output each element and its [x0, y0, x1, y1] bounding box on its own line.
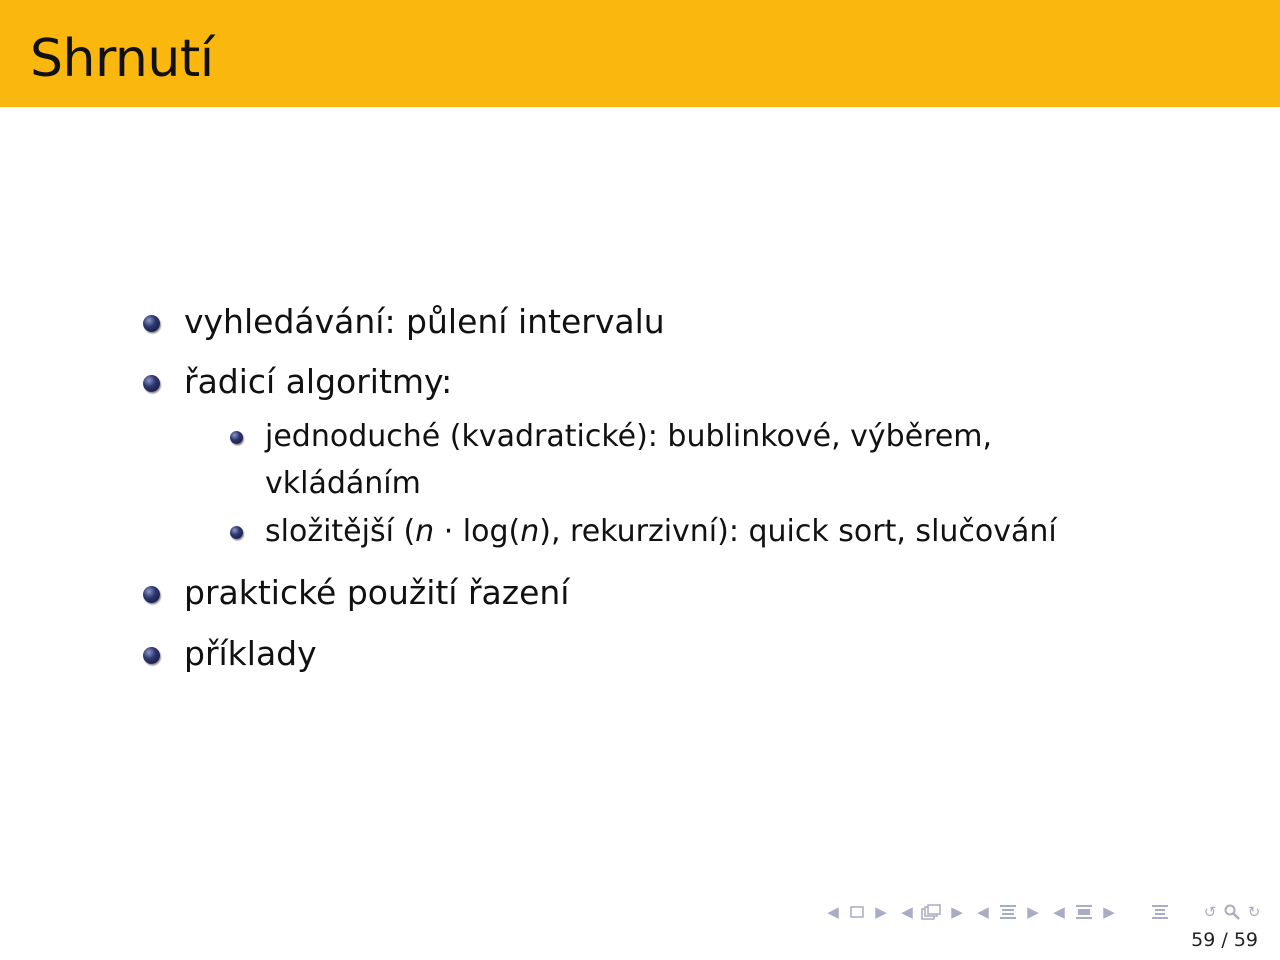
list-item-text: vyhledávání: půlení intervalu [184, 302, 665, 341]
bullet-icon [143, 375, 160, 392]
align-icon[interactable] [1150, 900, 1170, 924]
text-segment: · log( [434, 514, 521, 549]
list-item-text: praktické použití řazení [184, 573, 570, 612]
arrow-right-icon[interactable]: ▶ [951, 903, 963, 921]
frame-icon[interactable] [848, 900, 866, 924]
list-item-text: řadicí algoritmy: [184, 362, 453, 401]
arrow-left-icon[interactable]: ◀ [1053, 903, 1065, 921]
list-item-text: příklady [184, 634, 317, 673]
section-icon[interactable] [998, 900, 1018, 924]
sub-list-item-text [265, 508, 1057, 555]
bullet-icon [143, 647, 160, 664]
arrow-right-icon[interactable]: ▶ [1103, 903, 1115, 921]
bullet-icon [143, 586, 160, 603]
search-icon[interactable] [1222, 900, 1242, 924]
slide-title: Shrnutí [30, 29, 214, 89]
text-segment: ), rekurzivní): quick sort, slučování [539, 514, 1057, 549]
navigation-bar [826, 900, 1276, 924]
math-variable: n [415, 514, 435, 549]
arrow-right-icon[interactable]: ▶ [1027, 903, 1039, 921]
page-number: 59 / 59 [1191, 929, 1258, 951]
bullet-icon [230, 526, 243, 539]
document-icon[interactable] [1074, 900, 1094, 924]
forward-icon[interactable]: ↻ [1247, 903, 1261, 921]
arrow-right-icon[interactable]: ▶ [875, 903, 887, 921]
arrow-left-icon[interactable]: ◀ [977, 903, 989, 921]
sub-list-item-text: jednoduché (kvadratické): bublinkové, výběrem, [265, 419, 993, 454]
arrow-left-icon[interactable]: ◀ [827, 903, 839, 921]
bullet-icon [143, 315, 160, 332]
back-icon[interactable]: ↺ [1203, 903, 1217, 921]
sub-list-item-text-continued: vkládáním [265, 466, 421, 501]
bullet-icon [230, 431, 243, 444]
text-segment: složitější ( [265, 514, 416, 549]
math-variable: n [520, 514, 540, 549]
arrow-left-icon[interactable]: ◀ [901, 903, 913, 921]
subsection-icon[interactable] [920, 900, 942, 924]
